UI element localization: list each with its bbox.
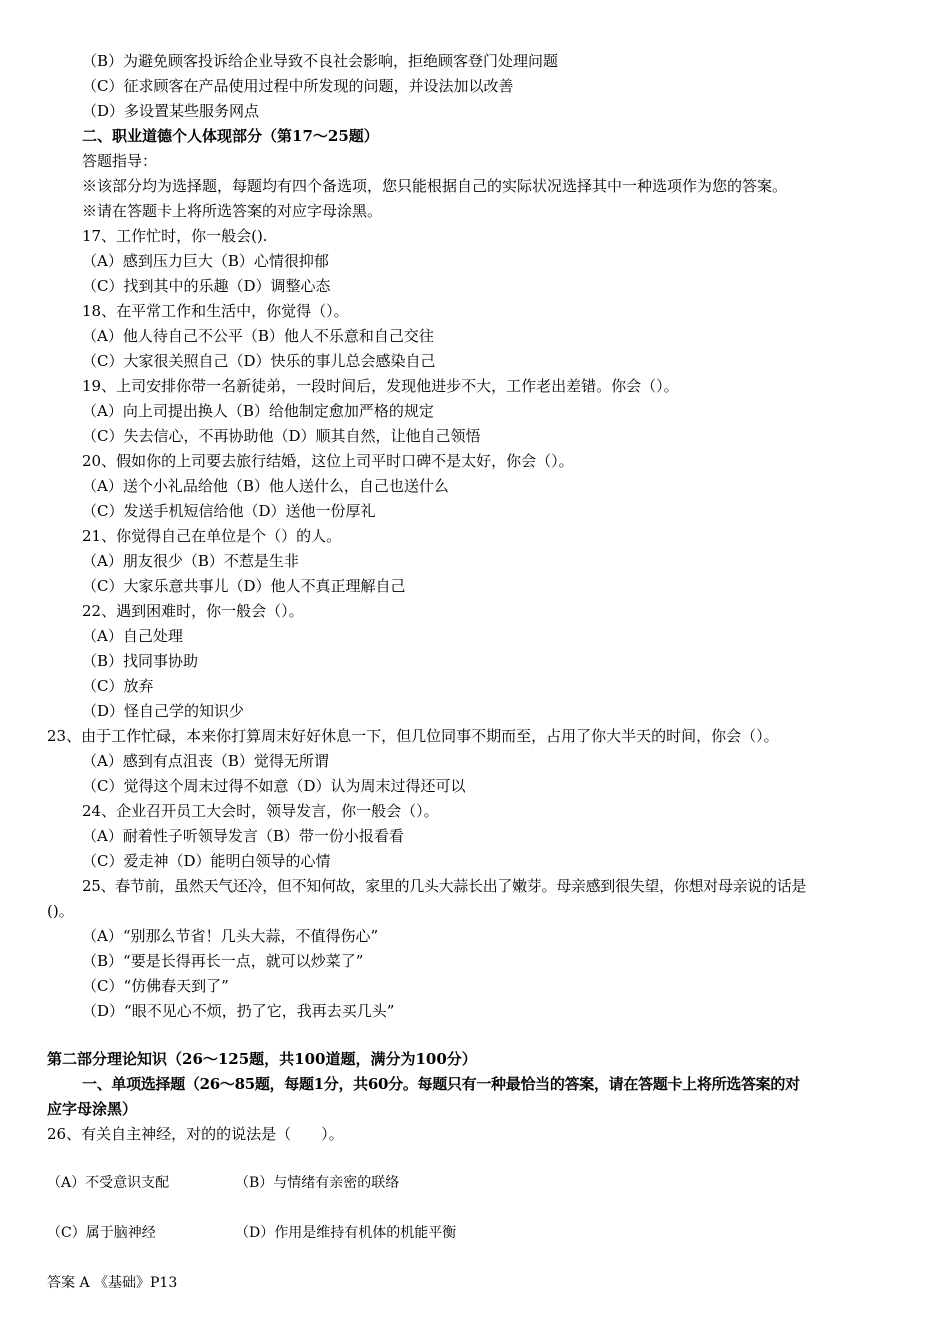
part-two-heading: 第二部分理论知识（26～125题，共100道题，满分为100分） (47, 1050, 477, 1068)
question-21: 21、你觉得自己在单位是个（）的人。 (82, 527, 342, 545)
section-heading: 二、职业道德个人体现部分（第17～25题） (82, 127, 379, 145)
instructions-label: 答题指导： (82, 152, 158, 170)
answer-options: （C）找到其中的乐趣（D）调整心态 (82, 277, 331, 295)
answer-option: （D）“眼不见心不烦，扔了它，我再去买几头” (82, 1002, 395, 1020)
answer-option: （B）“要是长得再长一点，就可以炒菜了” (82, 952, 364, 970)
answer-options: （C）发送手机短信给他（D）送他一份厚礼 (82, 502, 376, 520)
answer-option: （C）放弃 (82, 677, 154, 695)
option-d-line: （D）多设置某些服务网点 (82, 102, 260, 120)
answer-options: （A）耐着性子听领导发言（B）带一份小报看看 (82, 827, 404, 845)
answer-option: （B）找同事协助 (82, 652, 199, 670)
question-24: 24、企业召开员工大会时，领导发言，你一般会（）。 (82, 802, 439, 820)
answer-option: （A）“别那么节省！几头大蒜，不值得伤心” (82, 927, 379, 945)
answer-options: （C）大家很关照自己（D）快乐的事儿总会感染自己 (82, 352, 436, 370)
question-23: 23、由于工作忙碌，本来你打算周末好好休息一下，但几位同事不期而至，占用了你大半天的时间，你会（）。 (47, 727, 779, 745)
question-25-continued: ()。 (47, 902, 74, 920)
section-heading: 一、单项选择题（26～85题，每题1分，共60分。每题只有一种最恰当的答案，请在答题卡上将所选答案的对 (82, 1075, 800, 1093)
question-25: 25、春节前，虽然天气还冷，但不知何故，家里的几头大蒜长出了嫩芽。母亲感到很失望，你想对母亲说的话是 (82, 877, 807, 895)
answer-options: （A）送个小礼品给他（B）他人送什么，自己也送什么 (82, 477, 449, 495)
question-22: 22、遇到困难时，你一般会（）。 (82, 602, 304, 620)
answer-options: （A）向上司提出换人（B）给他制定愈加严格的规定 (82, 402, 434, 420)
answer-option: （A）不受意识支配 (47, 1175, 170, 1191)
answer-options: （C）觉得这个周末过得不如意（D）认为周末过得还可以 (82, 777, 466, 795)
answer-options: （A）朋友很少（B）不惹是生非 (82, 552, 299, 570)
question-17: 17、工作忙时，你一般会(). (82, 227, 268, 245)
option-c-line: （C）征求顾客在产品使用过程中所发现的问题，并设法加以改善 (82, 77, 514, 95)
answer-options: （C）爱走神（D）能明白领导的心情 (82, 852, 331, 870)
answer-option: （A）自己处理 (82, 627, 183, 645)
answer-options: （A）他人待自己不公平（B）他人不乐意和自己交往 (82, 327, 434, 345)
section-heading-continued: 应字母涂黑） (47, 1100, 138, 1118)
answer-options: （A）感到有点沮丧（B）觉得无所谓 (82, 752, 329, 770)
answer-key: 答案 A 《基础》P13 (47, 1275, 178, 1291)
answer-options: （C）大家乐意共事儿（D）他人不真正理解自己 (82, 577, 406, 595)
answer-option: （C）“仿佛春天到了” (82, 977, 229, 995)
option-b-line: （B）为避免顾客投诉给企业导致不良社会影响，拒绝顾客登门处理问题 (82, 52, 559, 70)
instruction-line: ※该部分均为选择题，每题均有四个备选项，您只能根据自己的实际状况选择其中一种选项作为您的答案。 (82, 177, 788, 195)
question-19: 19、上司安排你带一名新徒弟，一段时间后，发现他进步不大，工作老出差错。你会（）。 (82, 377, 679, 395)
question-26: 26、有关自主神经，对的的说法是（ ）。 (47, 1125, 344, 1143)
answer-option: （D）怪自己学的知识少 (82, 702, 245, 720)
question-18: 18、在平常工作和生活中，你觉得（）。 (82, 302, 349, 320)
answer-options: （A）感到压力巨大（B）心情很抑郁 (82, 252, 329, 270)
answer-options: （C）失去信心，不再协助他（D）顺其自然，让他自己领悟 (82, 427, 481, 445)
answer-option: （C）属于脑神经 (47, 1225, 156, 1241)
instruction-line: ※请在答题卡上将所选答案的对应字母涂黑。 (82, 202, 383, 220)
answer-option: （D）作用是维持有机体的机能平衡 (235, 1225, 457, 1241)
question-20: 20、假如你的上司要去旅行结婚，这位上司平时口碑不是太好，你会（）。 (82, 452, 574, 470)
answer-option: （B）与情绪有亲密的联络 (235, 1175, 400, 1191)
